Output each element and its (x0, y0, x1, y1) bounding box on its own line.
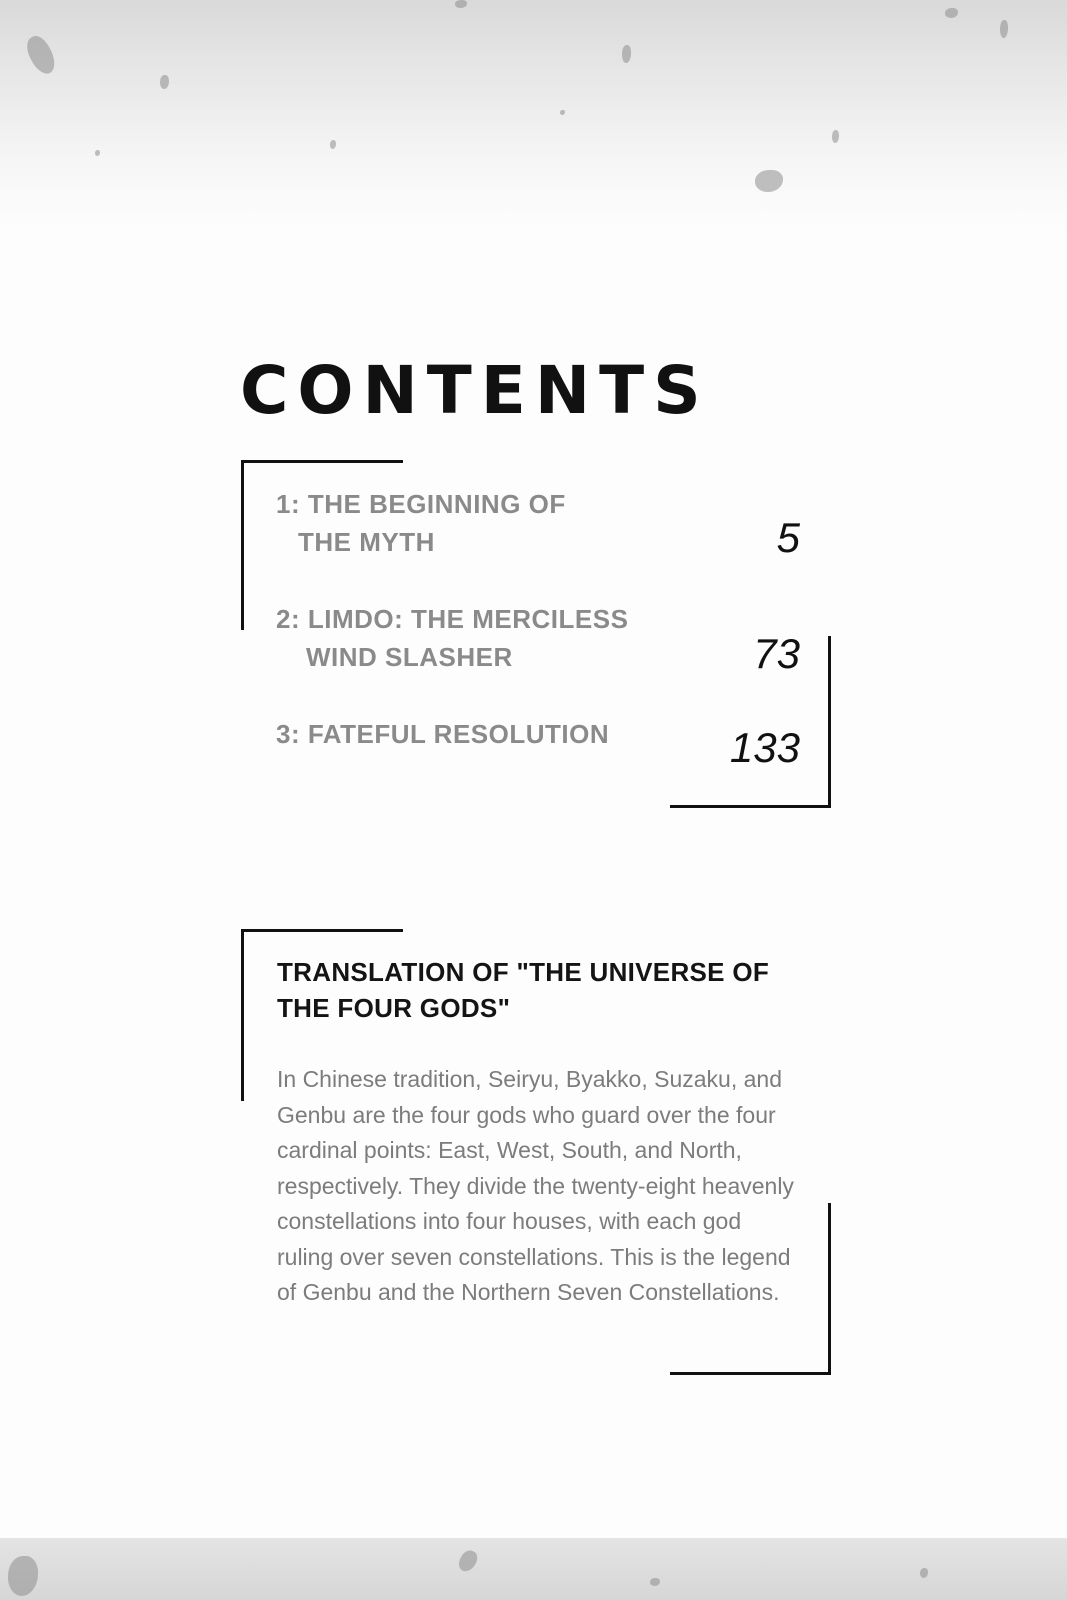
chapter-2-page: 73 (753, 630, 800, 677)
toc-bracket-top-line (241, 460, 403, 463)
chapter-1-line1: THE BEGINNING OF (307, 489, 566, 519)
note-bracket-top-line (241, 929, 403, 932)
chapter-3-number: 3: (276, 719, 301, 749)
paper-speck (8, 1556, 38, 1596)
note-bracket-left-line (241, 929, 244, 1101)
chapter-3-line1: FATEFUL RESOLUTION (307, 719, 610, 749)
paper-speck (920, 1568, 928, 1578)
note-bracket-bottom-line (670, 1372, 831, 1375)
chapter-1-line2: THE MYTH (298, 527, 435, 557)
paper-speck (755, 170, 783, 192)
note-bracket-right-line (828, 1203, 831, 1375)
paper-speck (622, 45, 631, 63)
toc-bracket-left-line (241, 460, 244, 630)
paper-speck (945, 8, 958, 18)
translation-note-body: In Chinese tradition, Seiryu, Byakko, Suzaku, and Genbu are the four gods who guard over the four cardinal points: East, West, South, and North, respectively. They divide the twenty-eight heavenly constellations into four houses, with each god ruling over seven constellations. This is the legend of Genbu and the Northern Seven Constellations. (277, 1066, 794, 1305)
translation-note-title: TRANSLATION OF "THE UNIVERSE OF THE FOUR GODS" (277, 957, 770, 1023)
chapter-2-title (276, 600, 628, 676)
paper-texture-top (0, 0, 1067, 230)
paper-speck (456, 1548, 480, 1575)
toc-bracket-right-line (828, 636, 831, 808)
paper-speck (832, 130, 839, 143)
chapter-2-number: 2: (276, 604, 301, 634)
toc-bracket-bottom-line (670, 805, 831, 808)
paper-speck (650, 1578, 660, 1586)
page-title: CONTENTS (240, 352, 710, 429)
chapter-1-number: 1: (276, 489, 301, 519)
paper-speck (455, 0, 467, 8)
chapter-3-page: 133 (729, 724, 800, 771)
paper-texture-bottom (0, 1538, 1067, 1600)
paper-speck (1000, 20, 1008, 38)
chapter-2-line1: LIMDO: THE MERCILESS (307, 604, 629, 634)
chapter-1-title (276, 485, 566, 561)
chapter-2-line2: WIND SLASHER (306, 642, 513, 672)
paper-speck (21, 32, 60, 78)
paper-speck (330, 140, 336, 149)
chapter-1-page: 5 (776, 514, 800, 561)
paper-speck (560, 110, 565, 115)
chapter-3-title (276, 715, 609, 753)
paper-speck (160, 75, 169, 89)
paper-speck (95, 150, 100, 156)
